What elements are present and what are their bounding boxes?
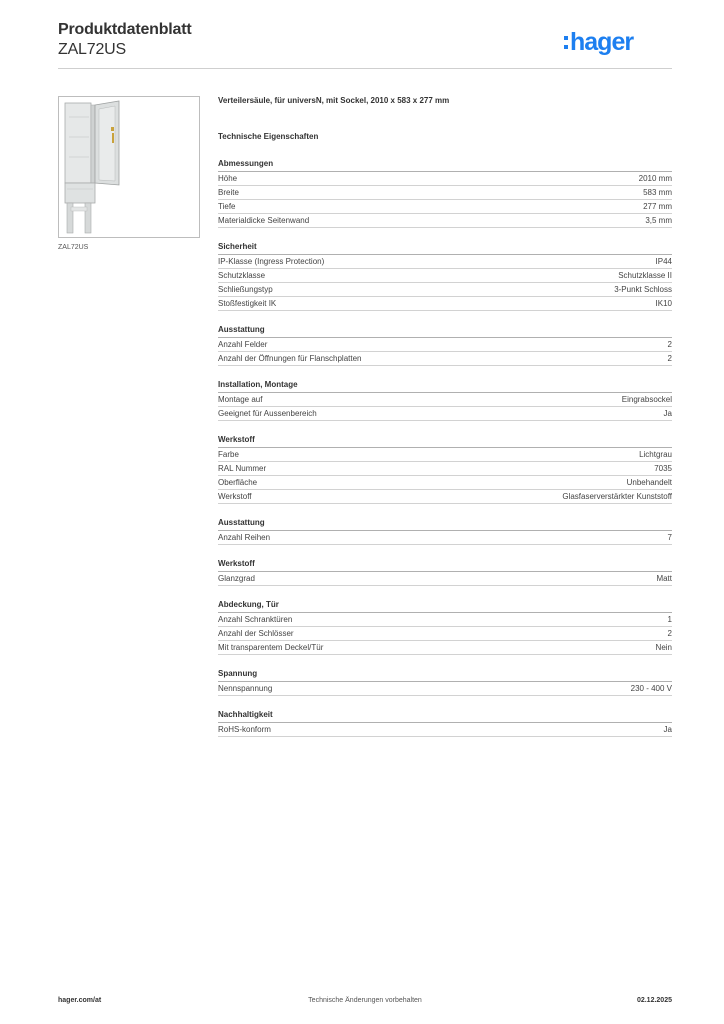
spec-row <box>218 297 672 311</box>
spec-section <box>218 709 672 737</box>
spec-label: Mit transparentem Deckel/Tür <box>218 643 324 652</box>
spec-row <box>218 352 672 366</box>
spec-label: Materialdicke Seitenwand <box>218 216 310 225</box>
spec-value: IK10 <box>655 299 672 308</box>
spec-value: Nein <box>655 643 672 652</box>
spec-label: Glanzgrad <box>218 574 255 583</box>
spec-row <box>218 723 672 737</box>
footer-website: hager.com/at <box>58 997 102 1004</box>
spec-section <box>218 158 672 228</box>
spec-value: 230 - 400 V <box>630 684 672 693</box>
spec-value: Matt <box>656 574 672 583</box>
spec-label: Anzahl der Schlösser <box>218 629 294 638</box>
spec-section <box>218 558 672 586</box>
spec-value: Ja <box>663 409 672 418</box>
section-title: Abdeckung, Tür <box>218 599 672 613</box>
document-title: Produktdatenblatt <box>58 21 192 38</box>
spec-section <box>218 434 672 504</box>
spec-row <box>218 462 672 476</box>
spec-label: RoHS-konform <box>218 725 271 734</box>
section-title: Werkstoff <box>218 558 672 572</box>
spec-value: 2 <box>667 354 672 363</box>
spec-label: Nennspannung <box>218 684 273 693</box>
spec-label: Montage auf <box>218 395 263 404</box>
section-title: Sicherheit <box>218 241 672 255</box>
spec-row <box>218 255 672 269</box>
product-code: ZAL72US <box>58 41 126 58</box>
spec-row <box>218 393 672 407</box>
spec-section <box>218 599 672 655</box>
spec-label: RAL Nummer <box>218 464 267 473</box>
spec-label: Tiefe <box>218 202 236 211</box>
spec-row <box>218 448 672 462</box>
spec-value: 583 mm <box>643 188 672 197</box>
spec-value: 3-Punkt Schloss <box>614 285 672 294</box>
spec-value: Schutzklasse II <box>618 271 672 280</box>
spec-row <box>218 476 672 490</box>
page-header <box>58 20 672 60</box>
spec-label: Farbe <box>218 450 239 459</box>
spec-label: Anzahl der Öffnungen für Flanschplatten <box>218 354 362 363</box>
section-title: Installation, Montage <box>218 379 672 393</box>
image-caption: ZAL72US <box>58 244 89 251</box>
spec-row <box>218 613 672 627</box>
spec-label: Anzahl Schranktüren <box>218 615 293 624</box>
spec-value: 2 <box>667 340 672 349</box>
spec-label: IP-Klasse (Ingress Protection) <box>218 257 325 266</box>
spec-row <box>218 338 672 352</box>
section-title: Werkstoff <box>218 434 672 448</box>
logo-text: hager <box>570 28 634 56</box>
product-image <box>58 96 200 238</box>
spec-value: 1 <box>667 615 672 624</box>
footer-date: 02.12.2025 <box>636 997 672 1004</box>
spec-row <box>218 283 672 297</box>
header-divider <box>58 68 672 69</box>
spec-label: Anzahl Felder <box>218 340 268 349</box>
spec-section <box>218 668 672 696</box>
spec-section <box>218 517 672 545</box>
spec-value: 3,5 mm <box>645 216 672 225</box>
spec-label: Stoßfestigkeit IK <box>218 299 277 308</box>
spec-value: 277 mm <box>643 202 672 211</box>
spec-row <box>218 172 672 186</box>
spec-label: Schließungstyp <box>218 285 273 294</box>
section-title: Ausstattung <box>218 324 672 338</box>
spec-value: Unbehandelt <box>626 478 672 487</box>
spec-value: 2010 mm <box>638 174 672 183</box>
section-title: Spannung <box>218 668 672 682</box>
spec-row <box>218 627 672 641</box>
spec-row <box>218 269 672 283</box>
spec-label: Schutzklasse <box>218 271 266 280</box>
spec-row <box>218 572 672 586</box>
spec-value: IP44 <box>655 257 672 266</box>
spec-section <box>218 379 672 421</box>
spec-label: Höhe <box>218 174 238 183</box>
spec-section <box>218 324 672 366</box>
spec-label: Geeignet für Aussenbereich <box>218 409 317 418</box>
spec-label: Oberfläche <box>218 478 258 487</box>
spec-value: 7 <box>667 533 672 542</box>
footer-notice: Technische Änderungen vorbehalten <box>308 997 422 1004</box>
spec-row <box>218 186 672 200</box>
product-details <box>218 96 672 750</box>
product-title: Verteilersäule, für universN, mit Sockel, 2010 x 583 x 277 mm <box>218 96 450 105</box>
section-title: Abmessungen <box>218 158 672 172</box>
cabinet-illustration <box>59 97 199 237</box>
spec-value: Eingrabsockel <box>621 395 672 404</box>
spec-row <box>218 200 672 214</box>
spec-value: 2 <box>667 629 672 638</box>
spec-section <box>218 241 672 311</box>
section-title: Ausstattung <box>218 517 672 531</box>
hager-logo <box>562 26 672 56</box>
logo-dot-top <box>564 36 568 40</box>
spec-value: 7035 <box>654 464 672 473</box>
spec-row <box>218 407 672 421</box>
spec-sections <box>218 158 672 737</box>
spec-row <box>218 490 672 504</box>
spec-label: Breite <box>218 188 239 197</box>
logo-dot-bottom <box>564 45 568 49</box>
technical-properties-heading: Technische Eigenschaften <box>218 132 319 141</box>
spec-value: Glasfaserverstärkter Kunststoff <box>562 492 672 501</box>
spec-row <box>218 531 672 545</box>
spec-row <box>218 641 672 655</box>
spec-label: Anzahl Reihen <box>218 533 271 542</box>
spec-row <box>218 682 672 696</box>
spec-value: Lichtgrau <box>639 450 672 459</box>
section-title: Nachhaltigkeit <box>218 709 672 723</box>
spec-label: Werkstoff <box>218 492 252 501</box>
spec-row <box>218 214 672 228</box>
spec-value: Ja <box>663 725 672 734</box>
